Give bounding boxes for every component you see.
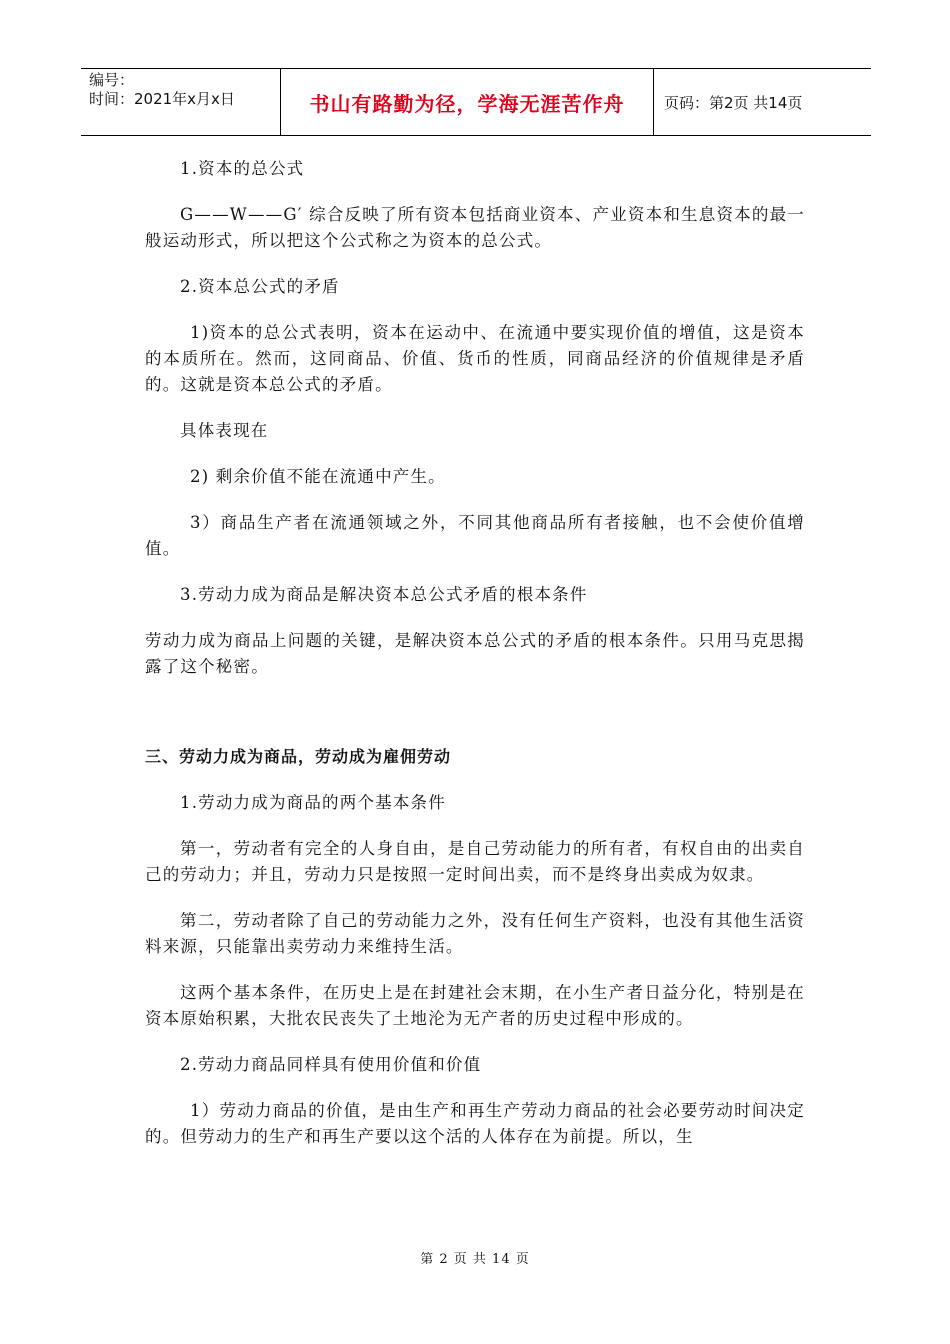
document-header: [81, 68, 871, 136]
section-heading: 1.劳动力成为商品的两个基本条件: [180, 793, 446, 812]
section-heading: 2.资本总公式的矛盾: [180, 277, 340, 296]
paragraph: 第二，劳动者除了自己的劳动能力之外，没有任何生产资料，也没有其他生活资料来源，只能靠出卖劳动力来维持生活。: [145, 911, 805, 956]
paragraph: 1)资本的总公式表明，资本在运动中、在流通中要实现价值的增值，这是资本的本质所在。然而，这同商品、价值、货币的性质，同商品经济的价值规律是矛盾的。这就是资本总公式的矛盾。: [145, 323, 805, 394]
paragraph: 这两个基本条件，在历史上是在封建社会末期，在小生产者日益分化，特别是在资本原始积累，大批农民丧失了土地沦为无产者的历史过程中形成的。: [145, 983, 805, 1028]
paragraph: 2) 剩余价值不能在流通中产生。: [190, 467, 446, 486]
paragraph: 具体表现在: [180, 421, 269, 440]
section-heading: 1.资本的总公式: [180, 159, 305, 178]
document-time-label: 时间：2021年x月x日: [89, 90, 235, 108]
document-number-label: 编号：: [89, 71, 135, 89]
paragraph: 3）商品生产者在流通领域之外，不同其他商品所有者接触，也不会使价值增值。: [145, 513, 805, 558]
section-heading: 3.劳动力成为商品是解决资本总公式矛盾的根本条件: [180, 585, 588, 604]
page-footer: 第 2 页 共 14 页: [420, 1252, 530, 1267]
header-page-info: 页码：第2页 共14页: [664, 93, 803, 112]
header-meta-cell: [81, 69, 281, 135]
chapter-heading: 三、劳动力成为商品，劳动成为雇佣劳动: [145, 747, 452, 766]
paragraph: 1）劳动力商品的价值，是由生产和再生产劳动力商品的社会必要劳动时间决定的。但劳动力的生产和再生产要以这个活的人体存在为前提。所以，生: [145, 1101, 805, 1146]
section-heading: 2.劳动力商品同样具有使用价值和价值: [180, 1055, 482, 1074]
paragraph: 劳动力成为商品上问题的关键，是解决资本总公式的矛盾的根本条件。只用马克思揭露了这个秘密。: [145, 631, 805, 676]
paragraph: G——W——G′ 综合反映了所有资本包括商业资本、产业资本和生息资本的最一般运动形式，所以把这个公式称之为资本的总公式。: [145, 205, 805, 250]
document-body: [145, 156, 805, 1150]
paragraph: 第一，劳动者有完全的人身自由，是自己劳动能力的所有者，有权自由的出卖自己的劳动力；并且，劳动力只是按照一定时间出卖，而不是终身出卖成为奴隶。: [145, 839, 805, 884]
header-motto: 书山有路勤为径，学海无涯苦作舟: [281, 69, 654, 135]
